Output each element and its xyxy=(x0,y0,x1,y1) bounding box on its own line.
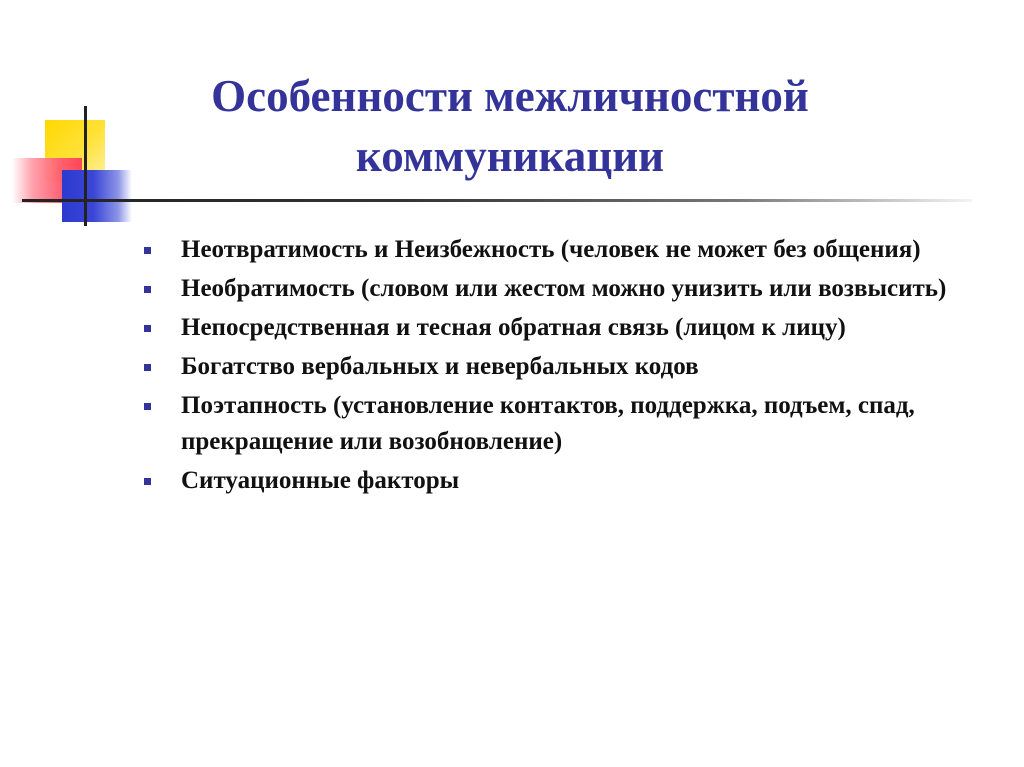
bullet-item xyxy=(140,349,960,385)
decor-blue-bar xyxy=(62,170,132,222)
square-bullet-icon xyxy=(144,478,151,485)
bullet-item xyxy=(140,271,960,307)
square-bullet-icon xyxy=(144,286,151,293)
slide-title-line-2: коммуникации xyxy=(355,131,665,181)
slide-title-line-1: Особенности межличностной xyxy=(211,71,809,121)
bullet-text: Непосредственная и тесная обратная связь (лицом к лицу) xyxy=(181,314,846,341)
bullet-list xyxy=(140,232,960,502)
slide-title xyxy=(140,66,880,186)
square-bullet-icon xyxy=(144,247,151,254)
bullet-item xyxy=(140,310,960,346)
bullet-text: Богатство вербальных и невербальных кодов xyxy=(181,353,699,380)
decor-vertical-line xyxy=(84,106,87,226)
title-underline xyxy=(22,199,972,202)
bullet-text: Поэтапность (установление контактов, поддержка, подъем, спад, прекращение или возобновление) xyxy=(181,392,915,455)
bullet-text: Неотвратимость и Неизбежность (человек не может без общения) xyxy=(181,236,921,263)
bullet-item xyxy=(140,463,960,499)
bullet-item xyxy=(140,388,960,460)
bullet-text: Ситуационные факторы xyxy=(181,467,460,494)
square-bullet-icon xyxy=(144,364,151,371)
square-bullet-icon xyxy=(144,403,151,410)
square-bullet-icon xyxy=(144,325,151,332)
bullet-item xyxy=(140,232,960,268)
bullet-text: Необратимость (словом или жестом можно унизить или возвысить) xyxy=(181,275,947,302)
